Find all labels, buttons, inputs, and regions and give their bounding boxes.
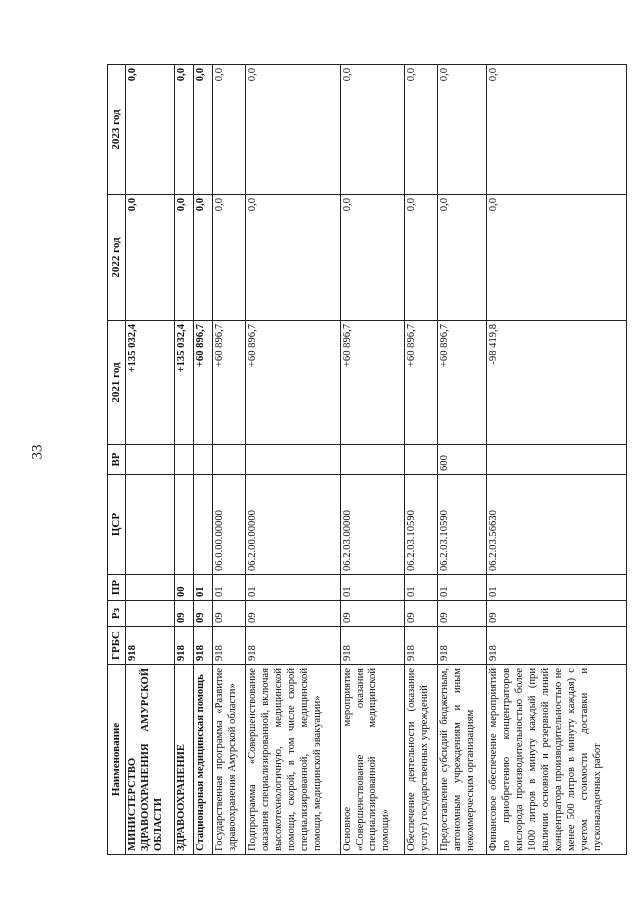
- row-name: Подпрограмма «Совершенствование оказания специализированной, включая высокотехнологичную, медицинской помощи, скорой, в том числе скорой специализированной, медицинской помощи, медицинской эвакуации»: [246, 665, 340, 855]
- row-2021: +135 032,4: [175, 321, 194, 445]
- row-pr: 01: [246, 575, 340, 601]
- row-2022: 0,0: [438, 195, 487, 321]
- row-2023: 0,0: [175, 65, 194, 195]
- row-csr: 06.2.00.00000: [246, 475, 340, 575]
- row-rz: 09: [246, 601, 340, 627]
- table-row: [340, 65, 404, 855]
- row-csr: 06.2.03.56630: [487, 475, 627, 575]
- header-name: Наименование: [108, 665, 126, 855]
- row-2023: 0,0: [246, 65, 340, 195]
- row-rz: 09: [212, 601, 246, 627]
- row-pr: 01: [212, 575, 246, 601]
- row-pr: 01: [404, 575, 438, 601]
- row-name: ЗДРАВООХРАНЕНИЕ: [175, 665, 194, 855]
- row-2022: 0,0: [175, 195, 194, 321]
- row-vr: 600: [438, 445, 487, 475]
- row-csr: 06.0.00.00000: [212, 475, 246, 575]
- row-grbs: 918: [404, 627, 438, 665]
- row-2023: 0,0: [487, 65, 627, 195]
- row-name: Государственная программа «Развитие здравоохранения Амурской области»: [212, 665, 246, 855]
- header-row: [108, 65, 126, 855]
- row-rz: [126, 601, 175, 627]
- row-2021: +60 896,7: [246, 321, 340, 445]
- row-rz: 09: [193, 601, 212, 627]
- header-vr: ВР: [108, 445, 126, 475]
- header-pr: ПР: [108, 575, 126, 601]
- row-rz: 09: [487, 601, 627, 627]
- header-2021: 2021 год: [108, 321, 126, 445]
- row-csr: 06.2.03.10590: [438, 475, 487, 575]
- row-2023: 0,0: [404, 65, 438, 195]
- row-2023: 0,0: [438, 65, 487, 195]
- row-vr: [126, 445, 175, 475]
- row-grbs: 918: [212, 627, 246, 665]
- row-2021: +135 032,4: [126, 321, 175, 445]
- table-container: [107, 65, 627, 855]
- row-vr: [404, 445, 438, 475]
- table-row: [175, 65, 194, 855]
- table-row: [212, 65, 246, 855]
- row-pr: 01: [438, 575, 487, 601]
- table-row: [126, 65, 175, 855]
- row-rz: 09: [438, 601, 487, 627]
- row-vr: [246, 445, 340, 475]
- row-name: Предоставление субсидий бюджетным, автономным учреждениям и иным некоммерческим организациям: [438, 665, 487, 855]
- header-csr: ЦСР: [108, 475, 126, 575]
- row-grbs: 918: [487, 627, 627, 665]
- row-vr: [212, 445, 246, 475]
- row-2022: 0,0: [487, 195, 627, 321]
- table-row: [438, 65, 487, 855]
- row-2021: +60 896,7: [193, 321, 212, 445]
- row-2021: -98 419,8: [487, 321, 627, 445]
- row-2021: +60 896,7: [340, 321, 404, 445]
- row-pr: 00: [175, 575, 194, 601]
- table-row: [404, 65, 438, 855]
- row-grbs: 918: [438, 627, 487, 665]
- row-name: Стационарная медицинская помощь: [193, 665, 212, 855]
- row-2021: +60 896,7: [212, 321, 246, 445]
- row-csr: 06.2.03.00000: [340, 475, 404, 575]
- row-2022: 0,0: [340, 195, 404, 321]
- header-2023: 2023 год: [108, 65, 126, 195]
- row-2021: +60 896,7: [404, 321, 438, 445]
- row-pr: [126, 575, 175, 601]
- header-grbs: ГРБС: [108, 627, 126, 665]
- row-vr: [193, 445, 212, 475]
- row-2023: 0,0: [212, 65, 246, 195]
- row-pr: 01: [487, 575, 627, 601]
- row-2023: 0,0: [340, 65, 404, 195]
- table-row: [487, 65, 627, 855]
- table-row: [246, 65, 340, 855]
- row-csr: [126, 475, 175, 575]
- page-number: 33: [29, 444, 46, 460]
- header-rz: Рз: [108, 601, 126, 627]
- row-2022: 0,0: [193, 195, 212, 321]
- row-grbs: 918: [246, 627, 340, 665]
- table-body: [126, 65, 627, 855]
- row-name: Финансовое обеспечение мероприятий по приобретению концентраторов кислорода производительностью более 1000 литров в минуту каждый (при наличии основной и резервной линий концентратора производительностью не менее 500 литров в минуту каждая) с учетом стоимости доставки и пусконаладочных работ: [487, 665, 627, 855]
- table-row: [193, 65, 212, 855]
- row-vr: [340, 445, 404, 475]
- row-2022: 0,0: [212, 195, 246, 321]
- row-grbs: 918: [340, 627, 404, 665]
- row-csr: 06.2.03.10590: [404, 475, 438, 575]
- row-pr: 01: [340, 575, 404, 601]
- row-vr: [175, 445, 194, 475]
- row-name: Обеспечение деятельности (оказание услуг) государственных учреждений: [404, 665, 438, 855]
- row-rz: 09: [340, 601, 404, 627]
- row-2022: 0,0: [246, 195, 340, 321]
- row-name: МИНИСТЕРСТВО ЗДРАВООХРАНЕНИЯ АМУРСКОЙ ОБЛАСТИ: [126, 665, 175, 855]
- row-rz: 09: [175, 601, 194, 627]
- row-name: Основное мероприятие «Совершенствование оказания специализированной медицинской помощи»: [340, 665, 404, 855]
- row-2022: 0,0: [404, 195, 438, 321]
- row-2023: 0,0: [126, 65, 175, 195]
- row-csr: [193, 475, 212, 575]
- header-2022: 2022 год: [108, 195, 126, 321]
- row-pr: 01: [193, 575, 212, 601]
- row-2023: 0,0: [193, 65, 212, 195]
- budget-table: [107, 64, 627, 855]
- row-grbs: 918: [175, 627, 194, 665]
- row-grbs: 918: [126, 627, 175, 665]
- row-rz: 09: [404, 601, 438, 627]
- row-2021: +60 896,7: [438, 321, 487, 445]
- row-vr: [487, 445, 627, 475]
- row-csr: [175, 475, 194, 575]
- row-2022: 0,0: [126, 195, 175, 321]
- row-grbs: 918: [193, 627, 212, 665]
